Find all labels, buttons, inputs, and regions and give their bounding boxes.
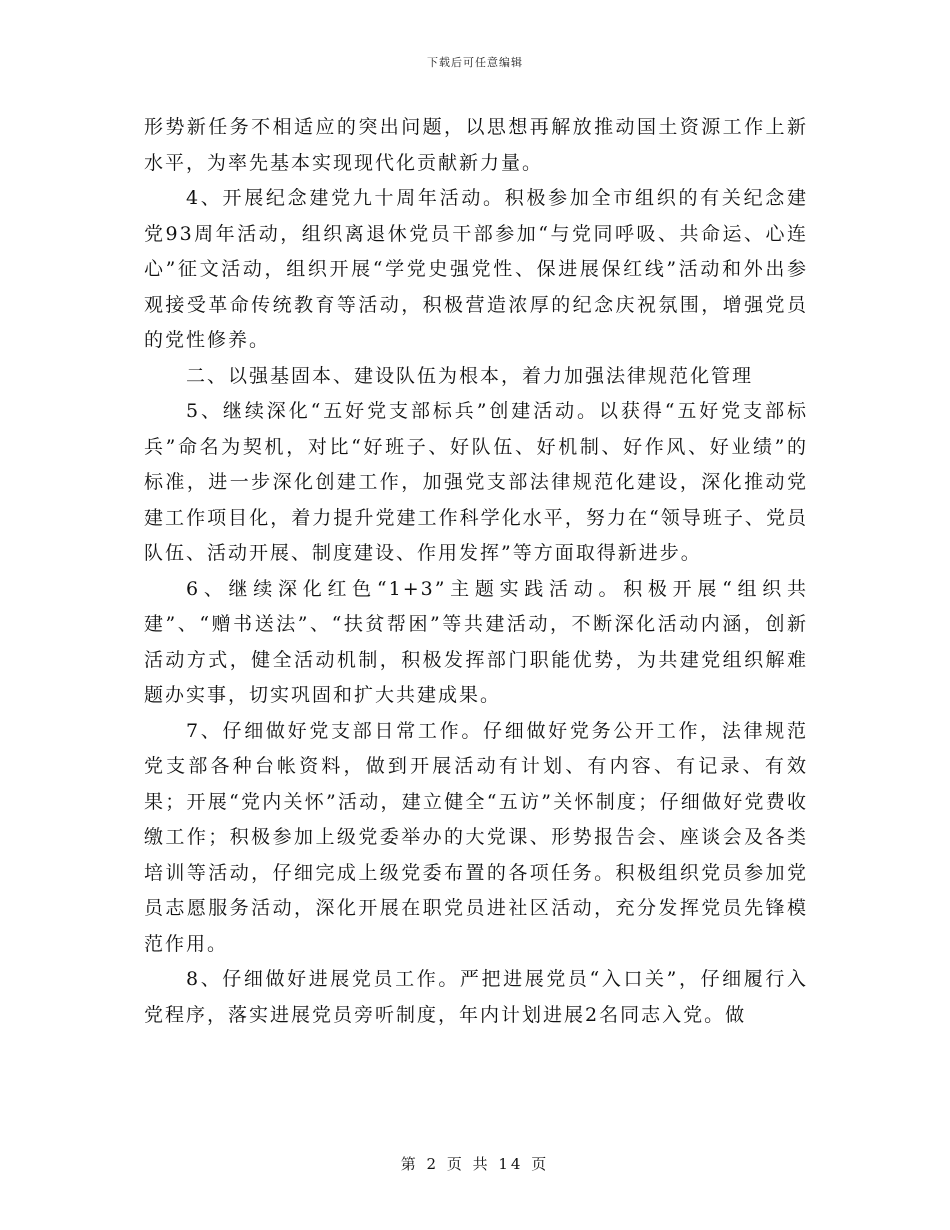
page-number: 第 2 页 共 14 页 xyxy=(400,1155,550,1173)
paragraph: 5、继续深化“五好党支部标兵”创建活动。以获得“五好党支部标兵”命名为契机，对比“好班子、好队伍、好机制、好作风、好业绩”的标准，进一步深化创建工作，加强党支部法律规范化建设，深化推动党建工作项目化，着力提升党建工作科学化水平，努力在“领导班子、党员队伍、活动开展、制度建设、作用发挥”等方面取得新进步。 xyxy=(144,400,808,564)
paragraph: 7、仔细做好党支部日常工作。仔细做好党务公开工作，法律规范党支部各种台帐资料，做到开展活动有计划、有内容、有记录、有效果；开展“党内关怀”活动，建立健全“五访”关怀制度；仔细做好党费收缴工作；积极参加上级党委举办的大党课、形势报告会、座谈会及各类培训等活动，仔细完成上级党委布置的各项任务。积极组织党员参加党员志愿服务活动，深化开展在职党员进社区活动，充分发挥党员先锋模范作用。 xyxy=(144,719,808,955)
body-text xyxy=(144,110,808,1033)
paragraph: 4、开展纪念建党九十周年活动。积极参加全市组织的有关纪念建党93周年活动，组织离退休党员干部参加“与党同呼吸、共命运、心连心”征文活动，组织开展“学党史强党性、保进展保红线”活动和外出参观接受革命传统教育等活动，积极营造浓厚的纪念庆祝氛围，增强党员的党性修养。 xyxy=(144,187,808,351)
paragraph: 6、继续深化红色“1+3”主题实践活动。积极开展“组织共建”、“赠书送法”、“扶贫帮困”等共建活动，不断深化活动内涵，创新活动方式，健全活动机制，积极发挥部门职能优势，为共建党组织解难题办实事，切实巩固和扩大共建成果。 xyxy=(144,577,808,706)
header-note: 下载后可任意编辑 xyxy=(427,56,523,69)
section-heading: 二、以强基固本、建设队伍为根本，着力加强法律规范化管理 xyxy=(186,364,754,387)
paragraph: 8、仔细做好进展党员工作。严把进展党员“入口关”，仔细履行入党程序，落实进展党员旁听制度，年内计划进展2名同志入党。做 xyxy=(144,968,808,1026)
paragraph: 形势新任务不相适应的突出问题，以思想再解放推动国土资源工作上新水平，为率先基本实现现代化贡献新力量。 xyxy=(144,116,808,174)
